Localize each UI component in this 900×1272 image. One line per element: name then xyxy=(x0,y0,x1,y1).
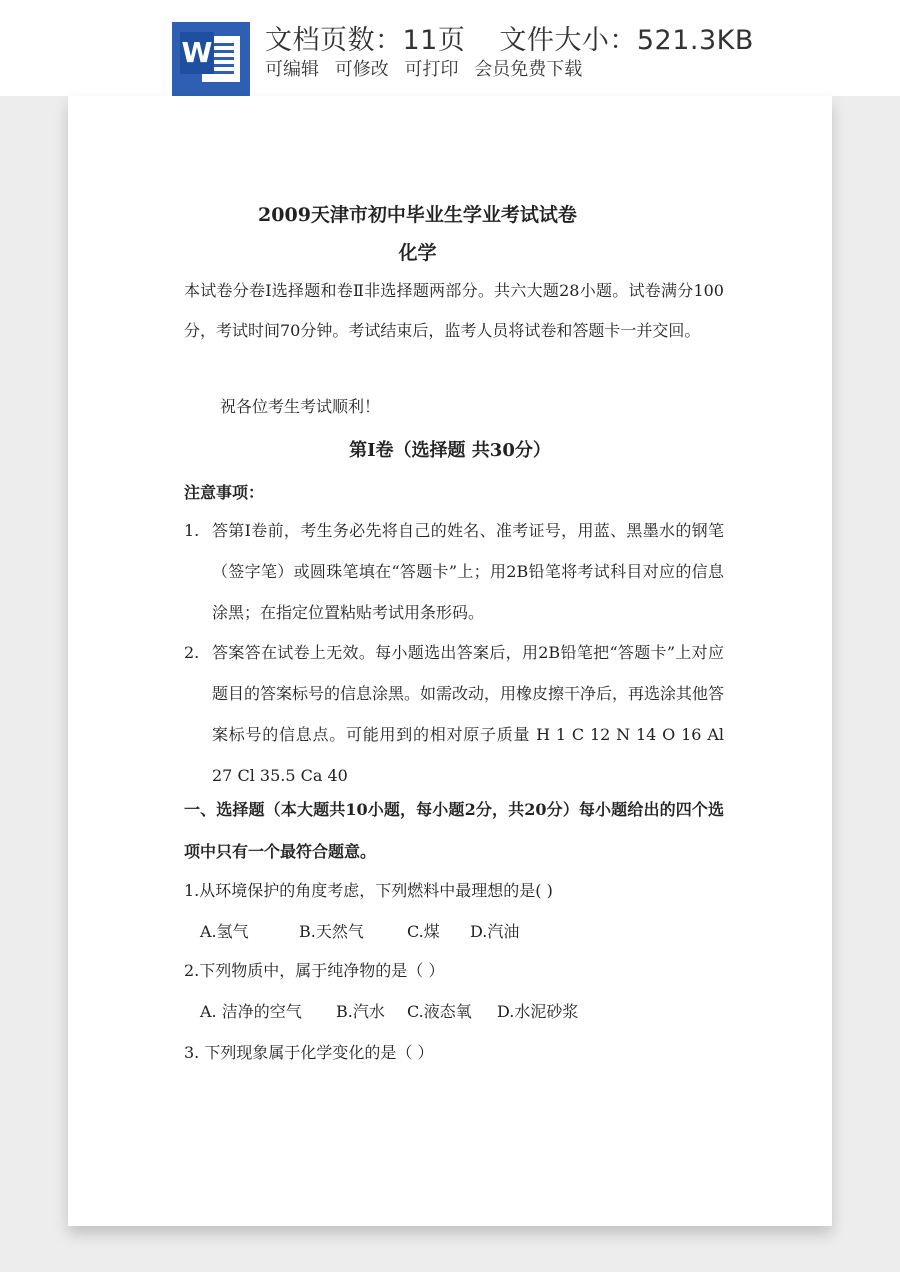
question-1: 1.从环境保护的角度考虑，下列燃料中最理想的是( ) xyxy=(184,881,553,900)
notice-item-1-number: 1. xyxy=(184,521,200,540)
question-2-option-d: D.水泥砂浆 xyxy=(497,1002,579,1021)
feature-editable: 可编辑 xyxy=(265,59,319,80)
doc-stats xyxy=(265,18,754,57)
feature-free-download: 会员免费下载 xyxy=(474,59,583,80)
exam-subject: 化学 xyxy=(398,242,437,264)
page-count: 文档页数：11页 xyxy=(265,25,466,56)
notice-item-2-text: 答案答在试卷上无效。每小题选出答案后，用2B铅笔把“答题卡”上对应题目的答案标号的信息涂黑。如需改动，用橡皮擦干净后，再选涂其他答案标号的信息点。可能用到的相对原子质量 H 1 C 12 N 14 O 16 Al 27 Cl 35.5 Ca 40 xyxy=(212,643,725,785)
doc-info-header xyxy=(0,0,900,96)
doc-features xyxy=(265,55,592,81)
notice-item-1 xyxy=(184,510,724,633)
multiple-choice-heading: 一、选择题（本大题共10小题，每小题2分，共20分）每小题给出的四个选项中只有一个最符合题意。 xyxy=(184,800,724,861)
question-2-option-a: A. 洁净的空气 xyxy=(200,1002,302,1021)
question-2-option-b: B.汽水 xyxy=(336,1002,385,1021)
section-1-title: 第Ⅰ卷（选择题 共30分） xyxy=(349,440,551,461)
notice-item-1-text: 答第Ⅰ卷前，考生务必先将自己的姓名、准考证号，用蓝、黑墨水的钢笔（签字笔）或圆珠笔填在“答题卡”上；用2B铅笔将考试科目对应的信息涂黑；在指定位置粘贴考试用条形码。 xyxy=(212,521,724,622)
question-3: 3. 下列现象属于化学变化的是（ ） xyxy=(184,1043,434,1062)
question-2-option-c: C.液态氧 xyxy=(407,1002,472,1021)
notice-item-2 xyxy=(184,632,724,796)
question-1-option-d: D.汽油 xyxy=(470,922,520,941)
feature-modifiable: 可修改 xyxy=(334,59,389,80)
word-logo-letter: W xyxy=(180,32,214,74)
feature-printable: 可打印 xyxy=(404,59,459,80)
question-2: 2.下列物质中，属于纯净物的是（ ） xyxy=(184,961,445,980)
word-doc-icon xyxy=(172,22,250,96)
exam-intro: 本试卷分卷Ⅰ选择题和卷Ⅱ非选择题两部分。共六大题28小题。试卷满分100分，考试时间70分钟。考试结束后，监考人员将试卷和答题卡一并交回。 xyxy=(184,281,724,340)
question-1-option-c: C.煤 xyxy=(407,922,440,941)
notice-heading: 注意事项： xyxy=(184,483,265,502)
notice-item-2-number: 2. xyxy=(184,643,200,662)
file-size: 文件大小：521.3KB xyxy=(499,25,754,56)
question-1-option-b: B.天然气 xyxy=(299,922,364,941)
question-1-option-a: A.氢气 xyxy=(200,922,249,941)
exam-title: 2009天津市初中毕业生学业考试试卷 xyxy=(258,204,577,226)
exam-wish: 祝各位考生考试顺利！ xyxy=(220,397,381,416)
